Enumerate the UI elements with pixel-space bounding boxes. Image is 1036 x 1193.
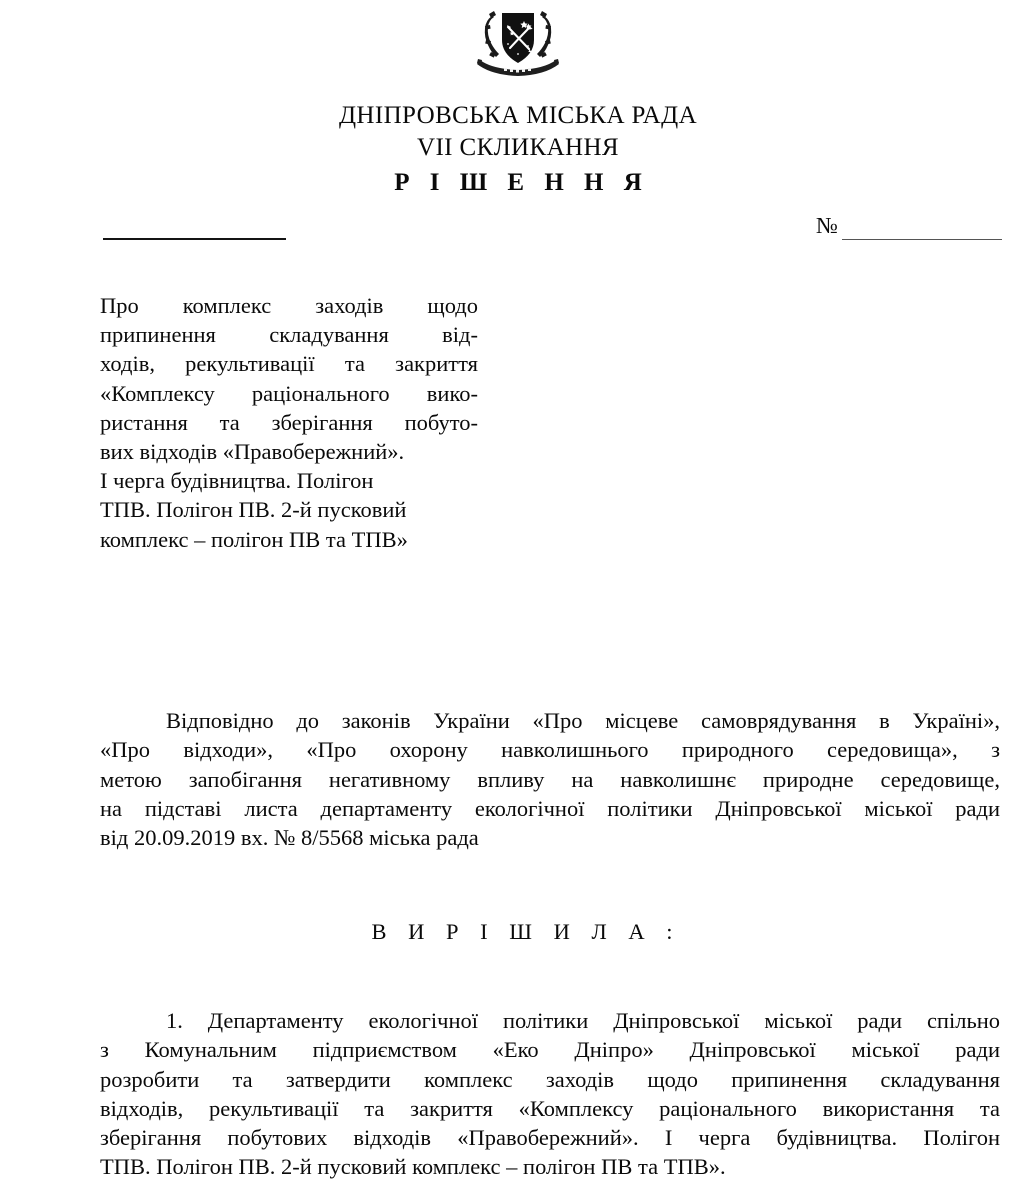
subject-line: комплекс – полігон ПВ та ТПВ» bbox=[100, 526, 408, 552]
resolution-item-1 bbox=[100, 1006, 1000, 1182]
preamble-line: від 20.09.2019 вх. № 8/5568 міська рада bbox=[100, 825, 479, 851]
item-line-text: 1. Департаменту екологічної політики Дніпровської міської ради спільно bbox=[166, 1008, 1000, 1033]
preamble-line: «Про відходи», «Про охорону навколишнього природного середовища», з bbox=[100, 737, 1000, 763]
emblem-container bbox=[0, 2, 1036, 82]
item-line: ТПВ. Полігон ПВ. 2-й пусковий комплекс – полігон ПВ та ТПВ». bbox=[100, 1154, 726, 1180]
subject-line: вих відходів «Правобережний». bbox=[100, 439, 405, 465]
preamble-line-text: Відповідно до законів України «Про місцеве самоврядування в Україні», bbox=[166, 708, 1000, 733]
item-line: зберігання побутових відходів «Правобережний». І черга будівництва. Полігон bbox=[100, 1125, 1000, 1151]
item-line: з Комунальним підприємством «Еко Дніпро» Дніпровської міської ради bbox=[100, 1037, 1000, 1063]
organization-title: ДНІПРОВСЬКА МІСЬКА РАДА bbox=[338, 102, 698, 129]
dnipro-coat-of-arms-icon bbox=[472, 2, 564, 82]
convocation-title: VII СКЛИКАННЯ bbox=[416, 134, 620, 161]
subject-line: припинення складування від- bbox=[100, 322, 478, 348]
document-type-title: Р І Ш Е Н Н Я bbox=[394, 169, 649, 196]
subject-line: «Комплексу раціонального вико- bbox=[100, 380, 478, 406]
subject-line: Про комплекс заходів щодо bbox=[100, 293, 478, 318]
number-blank-line[interactable] bbox=[842, 239, 1002, 240]
preamble-line: метою запобігання негативному впливу на навколишнє природне середовище, bbox=[100, 766, 1000, 792]
document-header bbox=[0, 100, 1036, 200]
resolved-heading: В И Р І Ш И Л А : bbox=[371, 919, 681, 944]
subject-line: ходів, рекультивації та закриття bbox=[100, 351, 478, 377]
preamble-paragraph bbox=[100, 706, 1000, 852]
item-line: відходів, рекультивації та закриття «Комплексу раціонального використання та bbox=[100, 1095, 1000, 1121]
item-line: розробити та затвердити комплекс заходів щодо припинення складування bbox=[100, 1066, 1000, 1092]
preamble-line: на підставі листа департаменту екологічної політики Дніпровської міської ради bbox=[100, 795, 1000, 821]
number-symbol: № bbox=[816, 213, 838, 238]
subject-line: ристання та зберігання побуто- bbox=[100, 409, 478, 435]
preamble-line bbox=[100, 706, 1000, 735]
subject-line: І черга будівництва. Полігон bbox=[100, 468, 374, 494]
item-line bbox=[100, 1006, 1000, 1035]
date-blank-line[interactable] bbox=[103, 238, 286, 240]
date-number-row bbox=[0, 212, 1036, 252]
subject-line: ТПВ. Полігон ПВ. 2-й пусковий bbox=[100, 497, 407, 523]
subject-block bbox=[100, 291, 478, 554]
